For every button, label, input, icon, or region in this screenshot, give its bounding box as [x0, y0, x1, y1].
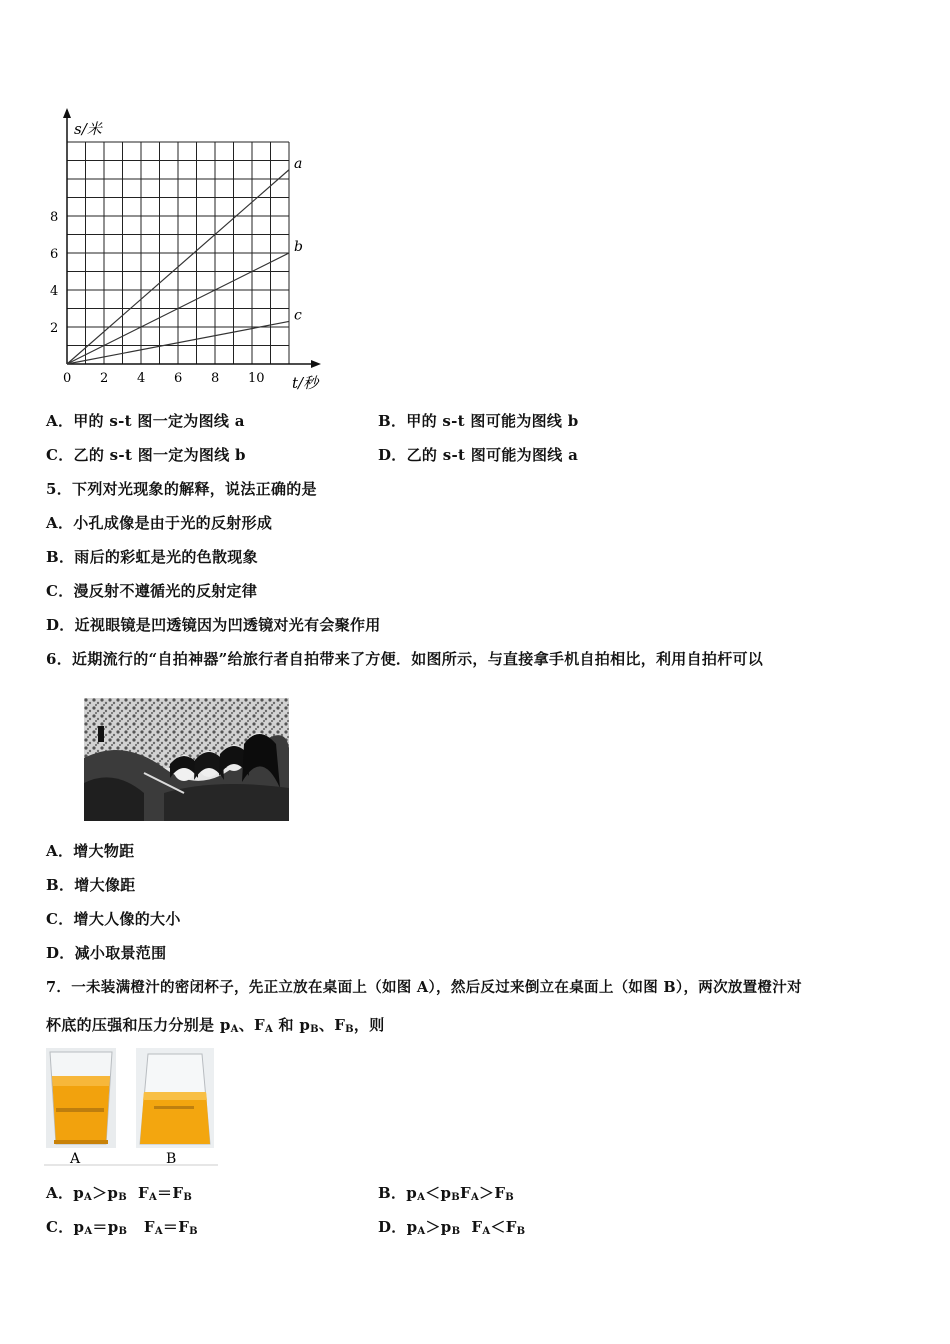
- option-text: 减小取景范围: [74, 944, 167, 962]
- option-text: 甲的 s-t 图一定为图线 a: [73, 412, 245, 430]
- opt-sub: B: [118, 1226, 128, 1237]
- stem-text: 、F: [318, 1016, 346, 1034]
- option-text: 增大人像的大小: [73, 910, 181, 928]
- q5-option-d[interactable]: [46, 614, 381, 635]
- opt-var: F: [494, 1184, 506, 1202]
- opt-op: ＞: [425, 1218, 441, 1236]
- opt-var: p: [73, 1184, 85, 1202]
- x-axis-arrow: [311, 360, 321, 368]
- q6-option-b[interactable]: [46, 874, 135, 895]
- stem-sub: B: [310, 1024, 319, 1035]
- cup-b: [136, 1048, 214, 1148]
- chart-ticks: [50, 210, 265, 386]
- stem-sub: A: [264, 1024, 273, 1035]
- x-tick-label: 6: [174, 371, 183, 386]
- opt-sub: B: [451, 1192, 461, 1203]
- series-label-a: a: [294, 155, 303, 172]
- stem-text: 、F: [238, 1016, 265, 1034]
- option-label: D．: [46, 616, 75, 634]
- chart-axes: [63, 108, 321, 368]
- option-text: 乙的 s-t 图一定为图线 b: [73, 446, 246, 464]
- q4-option-d[interactable]: [378, 444, 578, 465]
- opt-op: ＝: [157, 1184, 173, 1202]
- option-label: C．: [46, 1218, 74, 1236]
- opt-op: ＞: [479, 1184, 495, 1202]
- x-tick-label: 10: [248, 371, 265, 386]
- q5-stem: 5．下列对光现象的解释，说法正确的是: [46, 480, 317, 498]
- q4-option-c[interactable]: [46, 444, 246, 465]
- opt-var: F: [178, 1218, 190, 1236]
- q5-option-b[interactable]: [46, 546, 258, 567]
- y-axis-arrow: [63, 108, 71, 118]
- x-tick-label: 0: [63, 371, 72, 386]
- option-label: C．: [46, 910, 74, 928]
- option-label: B．: [378, 1184, 407, 1202]
- option-text: 近视眼镜是凹透镜因为凹透镜对光有会聚作用: [74, 616, 381, 634]
- q7-option-c[interactable]: [46, 1216, 198, 1237]
- q7-option-b[interactable]: [378, 1182, 514, 1203]
- opt-var: p: [107, 1218, 119, 1236]
- y-tick-label: 4: [50, 284, 59, 299]
- opt-sub: A: [417, 1226, 426, 1237]
- y-tick-label: 8: [50, 210, 59, 225]
- option-label: B．: [378, 412, 407, 430]
- opt-sub: B: [505, 1192, 515, 1203]
- opt-sub: B: [118, 1192, 127, 1203]
- option-label: A．: [46, 842, 74, 860]
- q5-option-c[interactable]: [46, 580, 257, 601]
- q7-stem-line2: [46, 1014, 385, 1035]
- series-label-b: b: [294, 239, 303, 255]
- x-tick-label: 2: [100, 371, 109, 386]
- y-axis-label: s/米: [74, 120, 102, 138]
- cup-label-b: B: [166, 1151, 177, 1167]
- opt-op: ＜: [425, 1184, 441, 1202]
- opt-sub: B: [189, 1226, 198, 1237]
- chart-grid: [67, 142, 289, 364]
- opt-var: F: [460, 1184, 471, 1202]
- chart-series: [67, 156, 303, 364]
- x-tick-label: 8: [211, 371, 220, 386]
- stem-sub: A: [230, 1024, 239, 1035]
- q7-stem-line1: 7．一未装满橙汁的密闭杯子，先正立放在桌面上（如图 A），然后反过来倒立在桌面上（如图 B），两次放置橙汁对: [46, 979, 802, 996]
- opt-op: ＜: [490, 1218, 506, 1236]
- option-label: D．: [378, 1218, 407, 1236]
- opt-sub: B: [183, 1192, 193, 1203]
- option-label: A．: [46, 1184, 74, 1202]
- q4-option-a[interactable]: [46, 410, 245, 431]
- opt-var: F: [172, 1184, 184, 1202]
- opt-sub: B: [516, 1226, 526, 1237]
- stem-text: ，则: [353, 1016, 385, 1034]
- opt-sub: A: [154, 1226, 163, 1237]
- opt-var: p: [440, 1184, 452, 1202]
- option-label: A．: [46, 514, 74, 532]
- q6-option-c[interactable]: [46, 908, 181, 929]
- q5-option-a[interactable]: [46, 512, 272, 533]
- opt-sub: A: [482, 1226, 491, 1237]
- opt-var: p: [73, 1218, 85, 1236]
- opt-sub: A: [417, 1192, 426, 1203]
- y-tick-label: 6: [50, 247, 59, 262]
- q6-option-a[interactable]: [46, 840, 134, 861]
- option-label: B．: [46, 548, 75, 566]
- opt-sub: A: [470, 1192, 480, 1203]
- q4-option-b[interactable]: [378, 410, 579, 431]
- option-label: D．: [46, 944, 75, 962]
- x-axis-label: t/秒: [292, 374, 319, 392]
- st-chart: [40, 100, 340, 400]
- cup-a: [46, 1048, 116, 1148]
- opt-var: p: [440, 1218, 452, 1236]
- q7-option-d[interactable]: [378, 1216, 525, 1237]
- option-text: 甲的 s-t 图可能为图线 b: [406, 412, 579, 430]
- option-label: D．: [378, 446, 407, 464]
- opt-var: p: [107, 1184, 119, 1202]
- opt-sub: A: [148, 1192, 158, 1203]
- q7-option-a[interactable]: [46, 1182, 192, 1203]
- y-tick-label: 2: [50, 321, 59, 336]
- option-label: C．: [46, 446, 74, 464]
- q6-option-d[interactable]: [46, 942, 166, 963]
- opt-var: F: [138, 1184, 149, 1202]
- option-label: A．: [46, 412, 74, 430]
- stem-sub: B: [345, 1024, 354, 1035]
- option-text: 雨后的彩虹是光的色散现象: [74, 548, 258, 566]
- opt-sub: A: [84, 1192, 93, 1203]
- option-text: 漫反射不遵循光的反射定律: [73, 582, 258, 600]
- opt-var: F: [471, 1218, 483, 1236]
- cups-figure: [44, 1046, 218, 1168]
- option-text: 增大物距: [73, 842, 135, 860]
- opt-var: F: [143, 1218, 155, 1236]
- opt-sub: A: [84, 1226, 93, 1237]
- stem-text: 和 p: [273, 1016, 311, 1034]
- opt-var: F: [505, 1218, 517, 1236]
- opt-op: ＞: [92, 1184, 108, 1202]
- q6-stem: 6．近期流行的“自拍神器”给旅行者自拍带来了方便．如图所示，与直接拿手机自拍相比，利用自拍杆可以: [46, 650, 764, 668]
- option-label: C．: [46, 582, 74, 600]
- opt-sub: B: [451, 1226, 461, 1237]
- option-text: 增大像距: [74, 876, 136, 894]
- opt-op: ＝: [162, 1218, 179, 1236]
- opt-var: p: [406, 1184, 418, 1202]
- x-tick-label: 4: [137, 371, 146, 386]
- cup-label-a: A: [70, 1151, 81, 1167]
- selfie-photo: [84, 698, 289, 821]
- stem-text: 杯底的压强和压力分别是 p: [46, 1016, 231, 1034]
- option-text: 乙的 s-t 图可能为图线 a: [406, 446, 579, 464]
- opt-op: ＝: [92, 1218, 108, 1236]
- option-label: B．: [46, 876, 75, 894]
- opt-var: p: [406, 1218, 418, 1236]
- series-label-c: c: [294, 307, 302, 324]
- option-text: 小孔成像是由于光的反射形成: [73, 514, 273, 532]
